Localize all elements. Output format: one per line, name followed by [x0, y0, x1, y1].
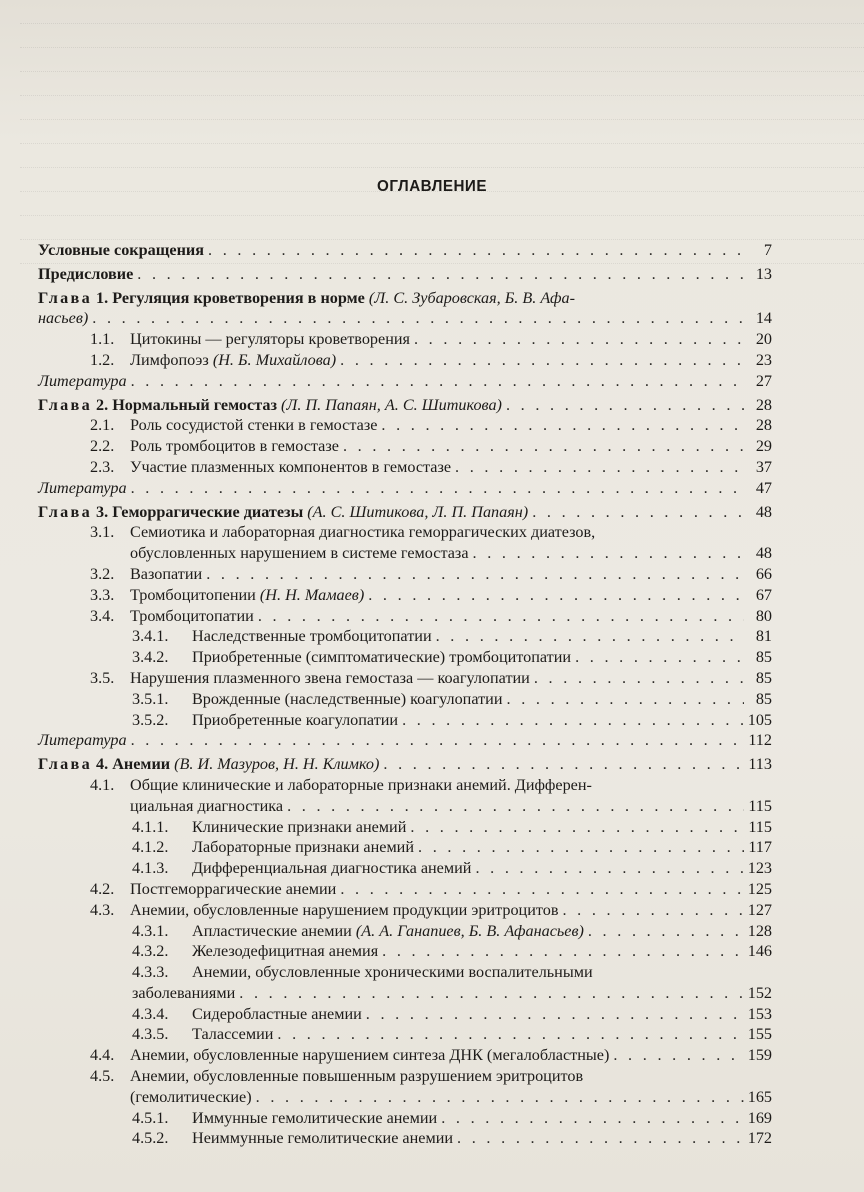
section-title: Семиотика и лабораторная диагностика геморрагических диатезов,	[130, 523, 596, 542]
page-number: 165	[747, 1087, 772, 1106]
dot-leader	[473, 543, 745, 564]
literature-label: Литература	[38, 731, 127, 750]
section-title: Лимфопоэз	[130, 350, 209, 369]
dot-leader	[588, 921, 744, 942]
dot-leader	[410, 817, 744, 838]
page-number: 125	[747, 879, 772, 898]
section-title: Анемии, обусловленные нарушением синтеза ДНК (мегалобластные)	[130, 1046, 610, 1065]
dot-leader	[239, 983, 743, 1004]
section-title: Приобретенные коагулопатии	[192, 710, 399, 729]
dot-leader	[383, 754, 744, 775]
toc-section-2-3	[38, 457, 772, 478]
section-title-cont: (гемолитические)	[130, 1087, 252, 1106]
section-number: 4.5.	[90, 1067, 115, 1086]
page-number: 27	[755, 371, 772, 390]
dot-leader	[256, 1087, 744, 1108]
section-author: (Н. Б. Михайлова)	[212, 350, 337, 369]
section-title: Иммунные гемолитические анемии	[192, 1108, 438, 1127]
toc-subsection-4-5-2	[38, 1128, 772, 1149]
page-number: 153	[747, 1004, 772, 1023]
chapter-word: Глава	[38, 395, 92, 414]
chapter-authors: (А. С. Шитикова, Л. П. Папаян)	[307, 502, 529, 521]
entry-label: Условные сокращения	[38, 241, 204, 259]
section-author: (А. А. Ганапиев, Б. В. Афанасьев)	[355, 921, 584, 940]
chapter-word: Глава	[38, 502, 92, 521]
page-number: 115	[748, 796, 772, 815]
section-number: 4.3.	[90, 900, 115, 919]
dot-leader	[368, 585, 744, 606]
section-title: Врожденные (наследственные) коагулопатии	[192, 689, 503, 708]
literature-label: Литература	[38, 371, 127, 390]
section-number: 4.5.2.	[132, 1129, 169, 1148]
section-title: Роль тромбоцитов в гемостазе	[130, 437, 339, 456]
dot-leader	[418, 837, 744, 858]
toc-section-1-2	[38, 350, 772, 371]
page-number: 28	[755, 395, 772, 414]
chapter-title: Геморрагические диатезы	[112, 502, 304, 521]
toc-literature-2	[38, 478, 772, 499]
page-number: 13	[755, 264, 772, 283]
toc-section-3-1-cont	[38, 543, 772, 564]
toc-chapter-3-heading	[38, 502, 772, 523]
dot-leader	[131, 371, 744, 392]
toc-section-4-1	[38, 775, 772, 796]
toc-subsection-4-5-1	[38, 1108, 772, 1129]
chapter-title: Нормальный гемостаз	[112, 395, 277, 414]
page-number: 105	[747, 710, 772, 729]
toc-subsection-4-3-2	[38, 941, 772, 962]
page-number: 169	[747, 1108, 772, 1127]
section-number: 2.1.	[90, 416, 115, 435]
section-title-cont: заболеваниями	[132, 983, 236, 1002]
chapter-title: Регуляция кроветворения в норме	[112, 288, 365, 307]
section-title: Неиммунные гемолитические анемии	[192, 1129, 454, 1148]
toc-literature-1	[38, 371, 772, 392]
page-number: 117	[748, 838, 772, 857]
page-number: 152	[747, 983, 772, 1002]
section-title: Тромбоцитопении	[130, 585, 256, 604]
toc-entry-preface	[38, 264, 772, 285]
page-number: 112	[748, 731, 772, 750]
section-title: Талассемии	[192, 1025, 274, 1044]
page-number: 85	[755, 668, 772, 687]
chapter-authors-cont: насьев)	[38, 309, 89, 328]
dot-leader	[441, 1108, 744, 1129]
toc-subsection-4-3-3-cont	[38, 983, 772, 1004]
chapter-authors: (В. И. Мазуров, Н. Н. Климко)	[174, 755, 380, 774]
toc-section-4-2	[38, 879, 772, 900]
toc-literature-3	[38, 730, 772, 751]
section-number: 3.4.1.	[132, 627, 169, 646]
page-title: ОГЛАВЛЕНИЕ	[377, 178, 487, 195]
section-number: 2.2.	[90, 437, 115, 456]
toc-subsection-3-4-2	[38, 647, 772, 668]
page-number: 29	[755, 437, 772, 456]
toc-section-4-3	[38, 900, 772, 921]
dot-leader	[575, 647, 744, 668]
dot-leader	[277, 1024, 743, 1045]
page-number: 28	[755, 416, 772, 435]
section-title: Роль сосудистой стенки в гемостазе	[130, 416, 378, 435]
page-number: 159	[747, 1046, 772, 1065]
entry-label: Предисловие	[38, 264, 134, 283]
toc-entry-abbreviations	[38, 240, 772, 261]
section-title: Наследственные тромбоцитопатии	[192, 627, 432, 646]
page-number: 37	[755, 457, 772, 476]
section-title: Сидеробластные анемии	[192, 1004, 362, 1023]
section-number: 4.1.1.	[132, 817, 169, 836]
literature-label: Литература	[38, 478, 127, 497]
page-number: 172	[747, 1129, 772, 1148]
dot-leader	[92, 308, 744, 329]
dot-leader	[382, 941, 744, 962]
page-number: 47	[755, 478, 772, 497]
toc-section-4-1-cont	[38, 796, 772, 817]
chapter-word: Глава	[38, 288, 92, 307]
toc-subsection-3-5-2	[38, 710, 772, 731]
section-number: 4.1.2.	[132, 838, 169, 857]
section-number: 3.3.	[90, 585, 115, 604]
section-title: Вазопатии	[130, 564, 203, 583]
section-title: Нарушения плазменного звена гемостаза — коагулопатии	[130, 668, 530, 687]
toc-chapter-4-heading	[38, 754, 772, 775]
section-title-cont: обусловленных нарушением в системе гемостаза	[130, 544, 469, 563]
section-number: 1.1.	[90, 330, 115, 349]
section-number: 1.2.	[90, 350, 115, 369]
chapter-authors: (Л. П. Папаян, А. С. Шитикова)	[281, 395, 502, 414]
toc-section-3-5	[38, 668, 772, 689]
section-title: Анемии, обусловленные повышенным разрушением эритроцитов	[130, 1067, 584, 1086]
section-title: Цитокины — регуляторы кроветворения	[130, 330, 410, 349]
page-number: 146	[747, 942, 772, 961]
dot-leader	[402, 710, 744, 731]
section-number: 4.3.1.	[132, 921, 169, 940]
section-author: (Н. Н. Мамаев)	[259, 585, 365, 604]
dot-leader	[457, 1128, 744, 1149]
section-title: Приобретенные (симптоматические) тромбоцитопатии	[192, 648, 572, 667]
toc-section-3-3	[38, 585, 772, 606]
page-number: 66	[755, 564, 772, 583]
toc-subsection-4-3-3	[38, 962, 772, 983]
dot-leader	[506, 395, 744, 416]
section-number: 2.3.	[90, 457, 115, 476]
section-title: Дифференциальная диагностика анемий	[192, 859, 472, 878]
section-title: Анемии, обусловленные нарушением продукции эритроцитов	[130, 900, 559, 919]
dot-leader	[131, 478, 744, 499]
dot-leader	[340, 350, 744, 371]
toc-subsection-3-5-1	[38, 689, 772, 710]
page-number: 20	[755, 330, 772, 349]
section-number: 3.4.2.	[132, 648, 169, 667]
toc-subsection-4-3-4	[38, 1004, 772, 1025]
section-number: 3.5.1.	[132, 689, 169, 708]
chapter-authors: (Л. С. Зубаровская, Б. В. Афа-	[368, 288, 576, 307]
dot-leader	[287, 796, 744, 817]
dot-leader	[475, 858, 743, 879]
dot-leader	[131, 730, 744, 751]
dot-leader	[562, 900, 743, 921]
toc-section-2-1	[38, 415, 772, 436]
page-number: 48	[755, 544, 772, 563]
section-title: Железодефицитная анемия	[192, 942, 379, 961]
page-number: 115	[748, 817, 772, 836]
dot-leader	[206, 564, 744, 585]
section-number: 3.2.	[90, 564, 115, 583]
dot-leader	[366, 1004, 744, 1025]
chapter-title: Анемии	[112, 755, 171, 774]
toc-section-3-4	[38, 606, 772, 627]
chapter-word: Глава	[38, 755, 92, 774]
toc-subsection-4-1-2	[38, 837, 772, 858]
toc-section-2-2	[38, 436, 772, 457]
dot-leader	[414, 329, 744, 350]
section-title: Тромбоцитопатии	[130, 606, 254, 625]
section-number: 4.2.	[90, 879, 115, 898]
dot-leader	[455, 457, 744, 478]
page-number: 128	[747, 921, 772, 940]
toc-section-3-2	[38, 564, 772, 585]
toc-subsection-4-3-5	[38, 1024, 772, 1045]
toc-chapter-1-page	[38, 308, 772, 329]
chapter-number: 3.	[96, 502, 109, 521]
section-number: 3.5.2.	[132, 710, 169, 729]
toc-section-4-5-cont	[38, 1087, 772, 1108]
toc-chapter-1-heading	[38, 288, 772, 309]
section-number: 4.3.5.	[132, 1025, 169, 1044]
toc-section-4-4	[38, 1045, 772, 1066]
page-number: 155	[747, 1025, 772, 1044]
page-number: 7	[763, 241, 772, 259]
page-number: 123	[747, 859, 772, 878]
dot-leader	[532, 502, 744, 523]
section-title: Постгеморрагические анемии	[130, 879, 337, 898]
section-number: 3.4.	[90, 606, 115, 625]
page-number: 14	[755, 309, 772, 328]
toc-section-1-1	[38, 329, 772, 350]
toc-section-4-5	[38, 1066, 772, 1087]
toc-subsection-4-3-1	[38, 921, 772, 942]
chapter-number: 1.	[96, 288, 109, 307]
toc-chapter-2-heading	[38, 395, 772, 416]
section-number: 4.3.3.	[132, 963, 169, 982]
page-number: 67	[755, 585, 772, 604]
dot-leader	[208, 240, 744, 261]
toc-subsection-4-1-1	[38, 817, 772, 838]
dot-leader	[613, 1045, 743, 1066]
section-number: 4.3.2.	[132, 942, 169, 961]
section-title: Лабораторные признаки анемий	[192, 838, 415, 857]
toc-subsection-4-1-3	[38, 858, 772, 879]
page-number: 85	[755, 689, 772, 708]
dot-leader	[343, 436, 744, 457]
page-number: 80	[755, 606, 772, 625]
dot-leader	[507, 689, 745, 710]
table-of-contents	[38, 240, 772, 1149]
section-title: Клинические признаки анемий	[192, 817, 407, 836]
page-number: 48	[755, 502, 772, 521]
section-title: Анемии, обусловленные хроническими воспалительными	[192, 963, 593, 982]
section-number: 4.3.4.	[132, 1004, 169, 1023]
section-number: 4.1.3.	[132, 859, 169, 878]
chapter-number: 2.	[96, 395, 109, 414]
dot-leader	[258, 606, 744, 627]
section-number: 3.1.	[90, 523, 115, 542]
page-number: 113	[748, 755, 772, 774]
section-title: Апластические анемии	[192, 921, 352, 940]
page-number: 127	[747, 900, 772, 919]
section-title: Общие клинические и лабораторные признаки анемий. Дифферен-	[130, 775, 592, 794]
dot-leader	[137, 264, 744, 285]
section-number: 3.5.	[90, 668, 115, 687]
section-title-cont: циальная диагностика	[130, 796, 284, 815]
page-number: 85	[755, 648, 772, 667]
page-number: 23	[755, 350, 772, 369]
section-number: 4.5.1.	[132, 1108, 169, 1127]
dot-leader	[381, 415, 744, 436]
toc-section-3-1	[38, 522, 772, 543]
dot-leader	[534, 668, 744, 689]
section-number: 4.1.	[90, 775, 115, 794]
section-title: Участие плазменных компонентов в гемостазе	[130, 457, 452, 476]
dot-leader	[340, 879, 743, 900]
page-number: 81	[755, 627, 772, 646]
dot-leader	[436, 626, 744, 647]
toc-subsection-3-4-1	[38, 626, 772, 647]
section-number: 4.4.	[90, 1046, 115, 1065]
chapter-number: 4.	[96, 755, 109, 774]
